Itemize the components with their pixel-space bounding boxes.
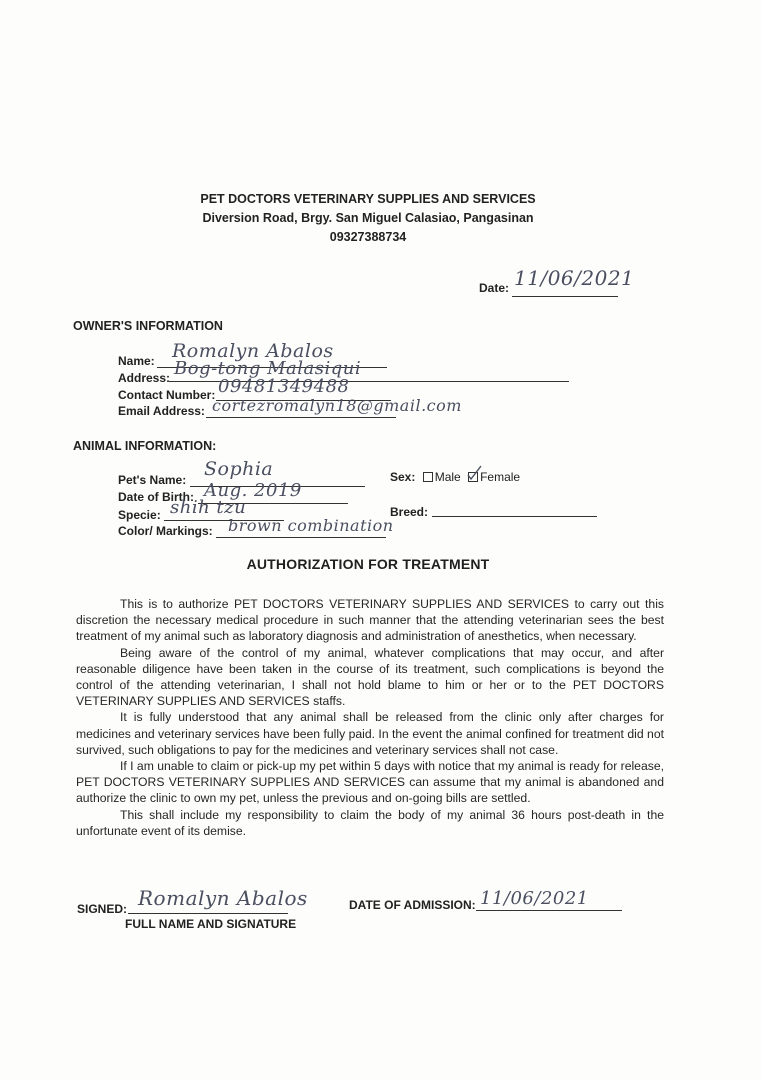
- owner-email-line: [206, 417, 396, 418]
- female-checkbox[interactable]: [468, 472, 478, 482]
- business-address: Diversion Road, Brgy. San Miguel Calasiao, Pangasinan: [202, 211, 534, 225]
- sex-field: [390, 470, 520, 484]
- color-line: [216, 537, 386, 538]
- authorization-paragraph: If I am unable to claim or pick-up my pet within 5 days with notice that my animal is ready for release, PET DOCTORS VETERINARY SUPPLIES AND SERVICES can assume that my animal is abandoned and authorize the clinic to own my pet, unless the previous and on-going bills are settled.: [76, 759, 664, 806]
- male-option-label: Male: [434, 470, 461, 484]
- pet-name-value[interactable]: Sophia: [204, 458, 274, 480]
- signature-caption: FULL NAME AND SIGNATURE: [125, 917, 297, 931]
- breed-label: Breed:: [390, 505, 429, 519]
- male-checkbox[interactable]: [423, 472, 433, 482]
- authorization-paragraph: It is fully understood that any animal shall be released from the clinic only after charges for medicines and veterinary services have been fully paid. In the event the animal confined for treatment did not survived, such obligations to pay for the medicines and veterinary services shall not case.: [76, 710, 664, 757]
- dob-value[interactable]: Aug. 2019: [204, 480, 302, 501]
- owner-contact-label: Contact Number:: [118, 388, 216, 402]
- owner-email-label: Email Address:: [118, 404, 205, 418]
- specie-value[interactable]: shih tzu: [170, 497, 247, 518]
- authorization-paragraph: This shall include my responsibility to claim the body of my animal 36 hours post-death in the unfortunate event of its demise.: [76, 807, 664, 838]
- owner-name-label: Name:: [118, 354, 155, 368]
- pet-name-label: Pet's Name:: [118, 473, 187, 487]
- sex-label: Sex:: [390, 470, 416, 484]
- signature-value[interactable]: Romalyn Abalos: [138, 886, 308, 910]
- owner-address-value[interactable]: Bog-tong Malasiqui: [174, 358, 362, 379]
- authorization-paragraph: This is to authorize PET DOCTORS VETERINARY SUPPLIES AND SERVICES to carry out this discretion the necessary medical procedure in such manner that the attending veterinarian sees the best treatment of my animal such as laboratory diagnosis and administration of anesthetics, when necessary.: [76, 597, 664, 644]
- admission-label: DATE OF ADMISSION:: [349, 898, 476, 912]
- business-name: PET DOCTORS VETERINARY SUPPLIES AND SERVICES: [200, 192, 536, 206]
- authorization-title: AUTHORIZATION FOR TREATMENT: [246, 556, 490, 572]
- specie-label: Specie:: [118, 508, 161, 522]
- owner-contact-value[interactable]: 09481349488: [218, 376, 350, 397]
- signed-label: SIGNED:: [77, 902, 128, 916]
- business-phone: 09327388734: [329, 230, 407, 244]
- owner-email-value[interactable]: cortezromalyn18@gmail.com: [212, 396, 462, 415]
- signature-line: [128, 913, 288, 914]
- admission-value[interactable]: 11/06/2021: [480, 888, 589, 909]
- color-value[interactable]: brown combination: [228, 516, 394, 535]
- dob-label: Date of Birth:: [118, 490, 194, 504]
- animal-heading: ANIMAL INFORMATION:: [73, 439, 217, 453]
- breed-line[interactable]: [432, 516, 597, 517]
- female-option-label: Female: [480, 470, 521, 484]
- owner-address-label: Address:: [118, 371, 171, 385]
- authorization-paragraph: Being aware of the control of my animal, whatever complications that may occur, and after reasonable diligence have been taken in the course of its treatment, such complications is beyond the control of the attending veterinarian, I shall not hold blame to him or her or to the PET DOCTORS VETERINARY SUPPLIES AND SERVICES staffs.: [76, 645, 664, 709]
- authorization-body: [76, 596, 664, 839]
- date-value[interactable]: 11/06/2021: [514, 266, 635, 290]
- date-line: [512, 296, 618, 297]
- date-label: Date:: [479, 281, 510, 295]
- owner-name-value[interactable]: Romalyn Abalos: [172, 340, 334, 362]
- owner-heading: OWNER'S INFORMATION: [73, 319, 223, 333]
- color-label: Color/ Markings:: [118, 524, 213, 538]
- admission-line: [476, 910, 622, 911]
- check-mark-icon: [466, 465, 482, 481]
